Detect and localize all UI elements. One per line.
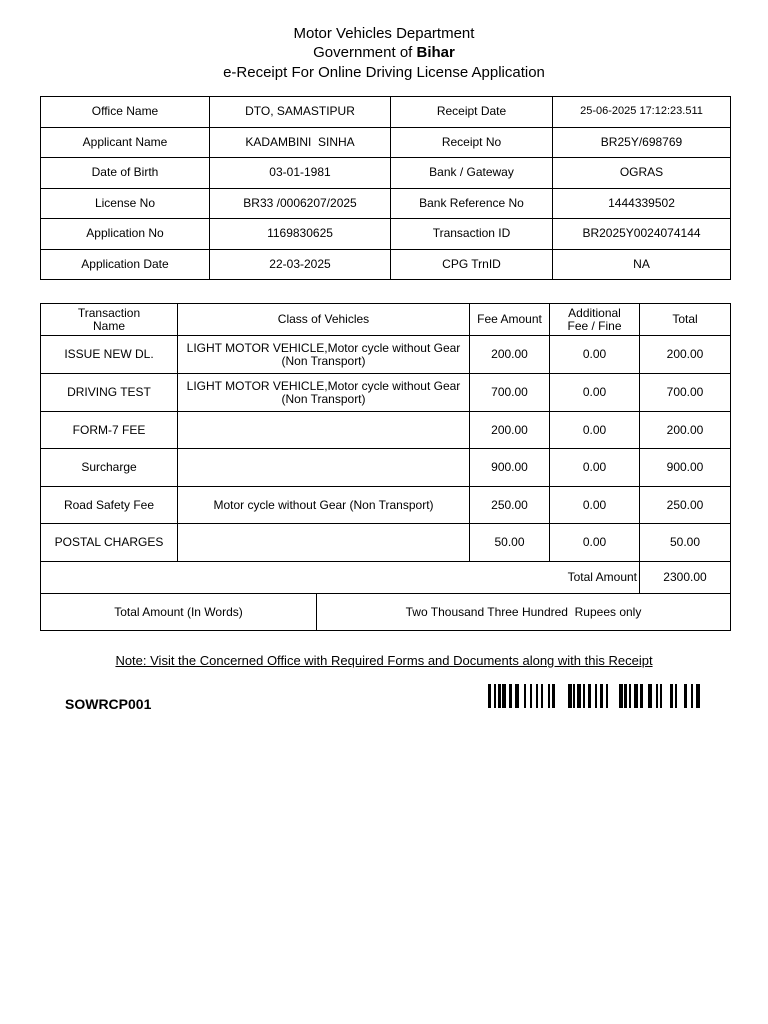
info-row bbox=[41, 127, 731, 158]
info-row bbox=[41, 249, 731, 280]
transaction-name: Road Safety Fee bbox=[41, 487, 178, 524]
vehicle-class bbox=[178, 412, 470, 449]
table-row bbox=[41, 374, 731, 412]
row-total: 50.00 bbox=[640, 524, 731, 562]
transaction-id-value: BR2025Y0024074144 bbox=[553, 219, 731, 250]
additional-fee: 0.00 bbox=[550, 487, 640, 524]
applicant-name-value: KADAMBINI SINHA bbox=[210, 127, 391, 158]
bank-gateway-value: OGRAS bbox=[553, 158, 731, 189]
row-total: 200.00 bbox=[640, 336, 731, 374]
additional-fee: 0.00 bbox=[550, 449, 640, 487]
transaction-name: DRIVING TEST bbox=[41, 374, 178, 412]
amount-in-words-row bbox=[41, 594, 731, 631]
transaction-name-header bbox=[41, 304, 178, 336]
vehicle-class bbox=[178, 524, 470, 562]
cpg-label: CPG TrnID bbox=[391, 249, 553, 280]
fee-amount-header: Fee Amount bbox=[470, 304, 550, 336]
additional-fee-header-line2: Fee / Fine bbox=[567, 318, 622, 333]
application-no-value: 1169830625 bbox=[210, 219, 391, 250]
office-visit-note: Note: Visit the Concerned Office with Required Forms and Documents along with this Receipt bbox=[115, 653, 653, 668]
info-row bbox=[41, 219, 731, 250]
vehicle-class-line2: (Non Transport) bbox=[281, 353, 366, 368]
info-row bbox=[41, 188, 731, 219]
amount-in-words-label: Total Amount (In Words) bbox=[41, 594, 317, 631]
row-total: 200.00 bbox=[640, 412, 731, 449]
fee-amount: 700.00 bbox=[470, 374, 550, 412]
transaction-name-header-line2: Name bbox=[92, 318, 125, 333]
application-no-label: Application No bbox=[41, 219, 210, 250]
application-date-value: 22-03-2025 bbox=[210, 249, 391, 280]
vehicle-class bbox=[178, 336, 470, 374]
table-row bbox=[41, 449, 731, 487]
transaction-name-header-line1: Transaction bbox=[77, 305, 141, 320]
fee-amount: 900.00 bbox=[470, 449, 550, 487]
transaction-id-label: Transaction ID bbox=[391, 219, 553, 250]
receipt-date-value: 25-06-2025 17:12:23.511 bbox=[553, 97, 731, 128]
bank-ref-value: 1444339502 bbox=[553, 188, 731, 219]
form-code: SOWRCP001 bbox=[65, 696, 152, 712]
fee-amount: 200.00 bbox=[470, 336, 550, 374]
vehicle-class bbox=[178, 449, 470, 487]
applicant-info-table bbox=[40, 96, 731, 280]
additional-fee-header bbox=[550, 304, 640, 336]
additional-fee: 0.00 bbox=[550, 374, 640, 412]
class-of-vehicles-header: Class of Vehicles bbox=[178, 304, 470, 336]
barcode-icon bbox=[488, 684, 702, 708]
office-name-value: DTO, SAMASTIPUR bbox=[210, 97, 391, 128]
bank-gateway-label: Bank / Gateway bbox=[391, 158, 553, 189]
additional-fee: 0.00 bbox=[550, 412, 640, 449]
government-prefix: Government of bbox=[313, 44, 417, 61]
info-row bbox=[41, 97, 731, 128]
receipt-no-label: Receipt No bbox=[391, 127, 553, 158]
total-amount-label: Total Amount bbox=[41, 562, 640, 594]
receipt-date-label: Receipt Date bbox=[391, 97, 553, 128]
transaction-name: Surcharge bbox=[41, 449, 178, 487]
government-line bbox=[0, 43, 768, 62]
amount-in-words-value: Two Thousand Three Hundred Rupees only bbox=[317, 594, 731, 631]
amount-in-words-table bbox=[40, 593, 731, 631]
license-no-value: BR33 /0006207/2025 bbox=[210, 188, 391, 219]
table-row bbox=[41, 524, 731, 562]
total-header: Total bbox=[640, 304, 731, 336]
cpg-value: NA bbox=[553, 249, 731, 280]
transaction-name: ISSUE NEW DL. bbox=[41, 336, 178, 374]
row-total: 900.00 bbox=[640, 449, 731, 487]
fee-table bbox=[40, 303, 731, 594]
row-total: 700.00 bbox=[640, 374, 731, 412]
info-row bbox=[41, 158, 731, 189]
table-row bbox=[41, 487, 731, 524]
additional-fee-header-line1: Additional bbox=[568, 305, 621, 320]
dob-label: Date of Birth bbox=[41, 158, 210, 189]
license-no-label: License No bbox=[41, 188, 210, 219]
fee-amount: 50.00 bbox=[470, 524, 550, 562]
total-amount-value: 2300.00 bbox=[640, 562, 731, 594]
fee-amount: 200.00 bbox=[470, 412, 550, 449]
vehicle-class bbox=[178, 374, 470, 412]
additional-fee: 0.00 bbox=[550, 336, 640, 374]
row-total: 250.00 bbox=[640, 487, 731, 524]
receipt-title: e-Receipt For Online Driving License Application bbox=[223, 64, 545, 81]
additional-fee: 0.00 bbox=[550, 524, 640, 562]
applicant-name-label: Applicant Name bbox=[41, 127, 210, 158]
fee-amount: 250.00 bbox=[470, 487, 550, 524]
receipt-no-value: BR25Y/698769 bbox=[553, 127, 731, 158]
vehicle-class-line2: (Non Transport) bbox=[281, 391, 366, 406]
vehicle-class: Motor cycle without Gear (Non Transport) bbox=[178, 487, 470, 524]
transaction-name: POSTAL CHARGES bbox=[41, 524, 178, 562]
fee-header-row bbox=[41, 304, 731, 336]
vehicle-class-line1: LIGHT MOTOR VEHICLE,Motor cycle without Gear bbox=[186, 378, 461, 393]
total-amount-row bbox=[41, 562, 731, 594]
bank-ref-label: Bank Reference No bbox=[391, 188, 553, 219]
office-name-label: Office Name bbox=[41, 97, 210, 128]
vehicle-class-line1: LIGHT MOTOR VEHICLE,Motor cycle without Gear bbox=[186, 340, 461, 355]
application-date-label: Application Date bbox=[41, 249, 210, 280]
dob-value: 03-01-1981 bbox=[210, 158, 391, 189]
table-row bbox=[41, 412, 731, 449]
department-title: Motor Vehicles Department bbox=[293, 25, 475, 42]
table-row bbox=[41, 336, 731, 374]
state-name: Bihar bbox=[416, 44, 455, 61]
transaction-name: FORM-7 FEE bbox=[41, 412, 178, 449]
